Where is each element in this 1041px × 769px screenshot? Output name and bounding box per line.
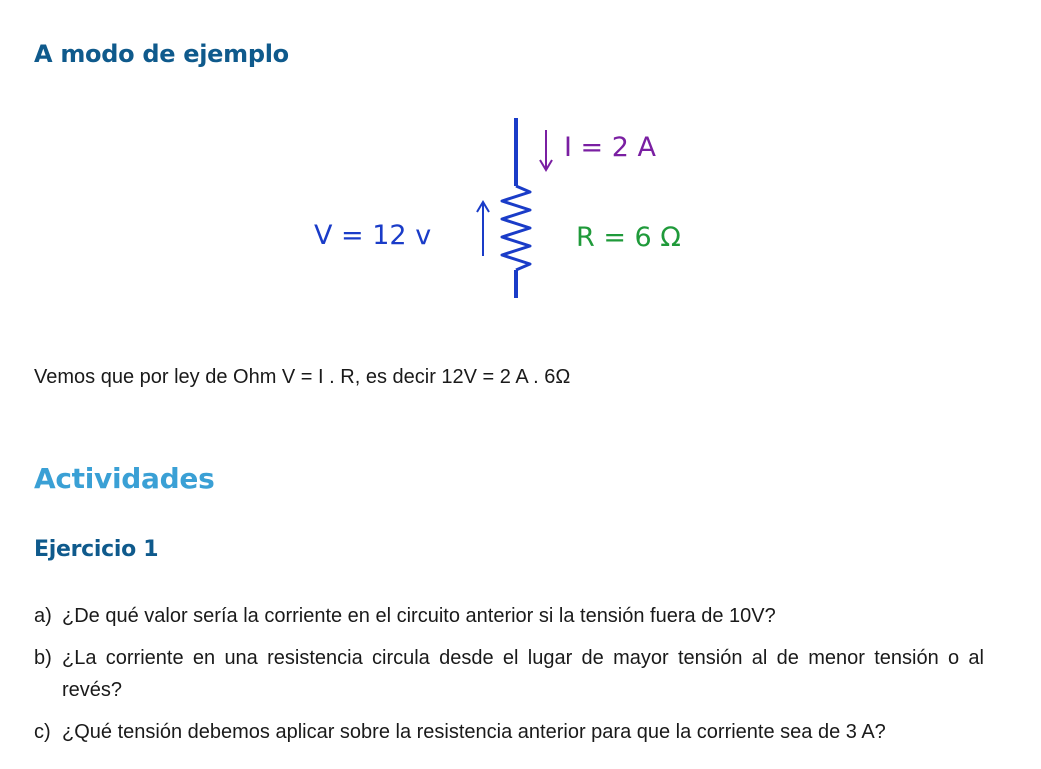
- question-text: ¿Qué tensión debemos aplicar sobre la resistencia anterior para que la corriente sea de 3 A?: [62, 721, 886, 743]
- question-list: [34, 600, 984, 748]
- current-label: I = 2 A: [564, 132, 656, 163]
- question-text: ¿De qué valor sería la corriente en el circuito anterior si la tensión fuera de 10V?: [62, 605, 776, 627]
- question-c: [34, 716, 984, 748]
- resistor-icon: [502, 186, 530, 270]
- exercise-title: Ejercicio 1: [34, 537, 159, 562]
- example-heading: A modo de ejemplo: [34, 40, 289, 68]
- voltage-arrow-icon: [477, 202, 489, 256]
- ohm-law-sentence: Vemos que por ley de Ohm V = I . R, es decir 12V = 2 A . 6Ω: [34, 366, 571, 388]
- question-b: [34, 642, 984, 706]
- voltage-label: V = 12 v: [314, 220, 432, 251]
- question-letter: c): [34, 721, 51, 743]
- question-text: ¿La corriente en una resistencia circula desde el lugar de mayor tensión al de menor tensión o al revés?: [62, 647, 984, 701]
- question-letter: b): [34, 647, 52, 669]
- current-arrow-icon: [540, 130, 552, 170]
- question-letter: a): [34, 605, 52, 627]
- section-title: Actividades: [34, 462, 215, 495]
- question-a: [34, 600, 984, 632]
- resistance-label: R = 6 Ω: [576, 222, 681, 253]
